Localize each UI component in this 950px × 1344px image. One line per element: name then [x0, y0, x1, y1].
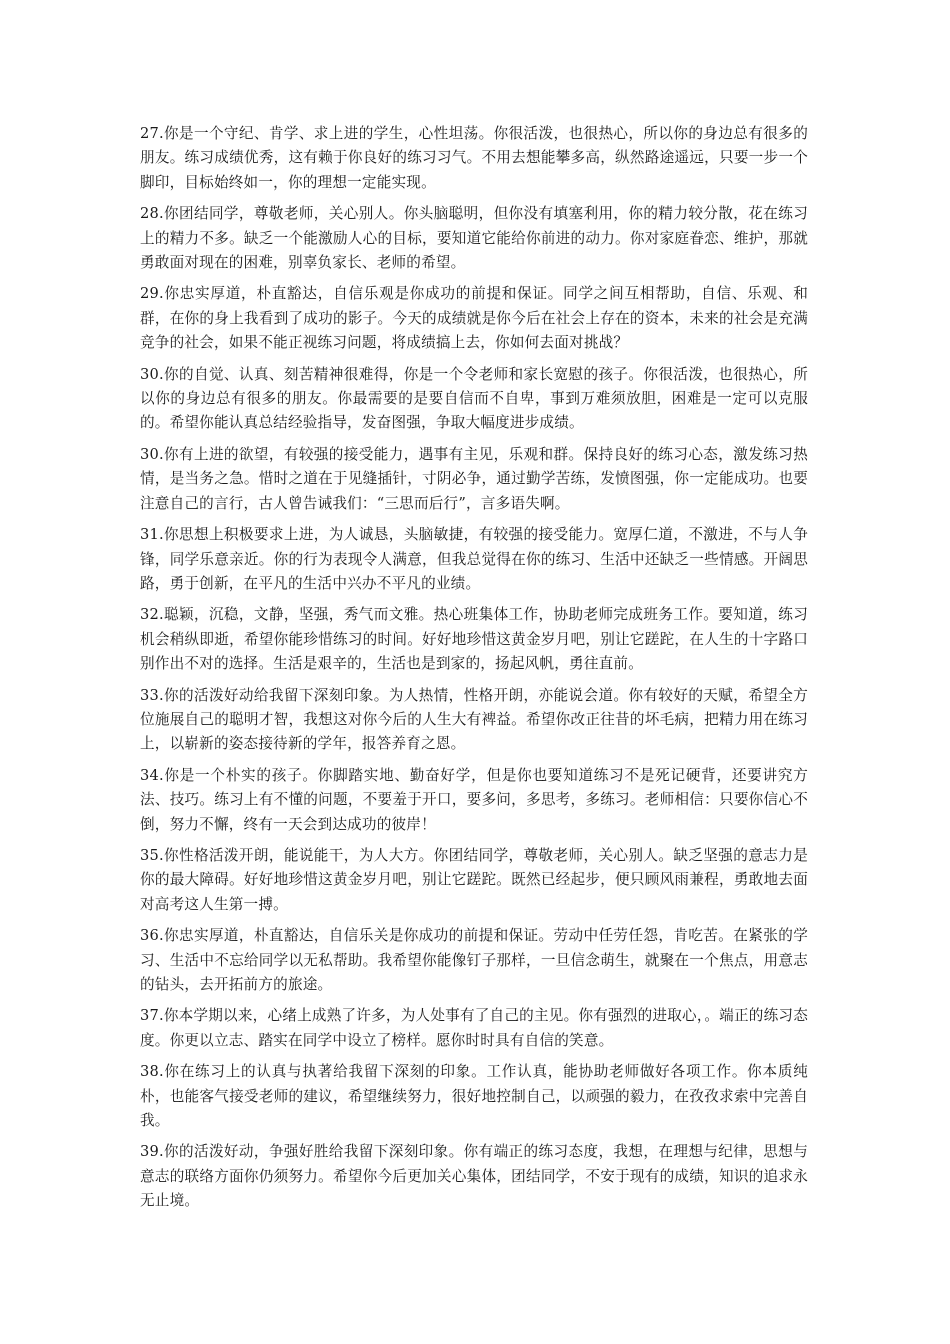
comment-list	[140, 122, 808, 1221]
comment-paragraph-37: 37.你本学期以来，心绪上成熟了许多，为人处事有了自己的主见。你有强烈的进取心，。端正的练习态度。你更以立志、踏实在同学中设立了榜样。愿你时时具有自信的笑意。	[140, 1007, 808, 1049]
comment-paragraph-34: 34.你是一个朴实的孩子。你脚踏实地、勤奋好学，但是你也要知道练习不是死记硬背，还要讲究方法、技巧。练习上有不懂的问题，不要羞于开口，要多问，多思考，多练习。老师相信：只要你信心不倒，努力不懈，终有一天会到达成功的彼岸！	[140, 766, 808, 833]
comment-paragraph-32: 32.聪颖，沉稳，文静，坚强，秀气而文雅。热心班集体工作，协助老师完成班务工作。要知道，练习机会稍纵即逝，希望你能珍惜练习的时间。好好地珍惜这黄金岁月吧，别让它蹉跎，在人生的十字路口别作出不对的选择。生活是艰辛的，生活也是到家的，扬起风帆，勇往直前。	[140, 606, 808, 673]
comment-paragraph-35: 35.你性格活泼开朗，能说能干，为人大方。你团结同学，尊敬老师，关心别人。缺乏坚强的意志力是你的最大障碍。好好地珍惜这黄金岁月吧，别让它蹉跎。既然已经起步，便只顾风雨兼程，勇敢地去面对高考这人生第一搏。	[140, 846, 808, 913]
comment-paragraph-38: 38.你在练习上的认真与执著给我留下深刻的印象。工作认真，能协助老师做好各项工作。你本质纯朴，也能客气接受老师的建议，希望继续努力，很好地控制自己，以顽强的毅力，在孜孜求索中完善自我。	[140, 1063, 808, 1130]
comment-paragraph-33: 33.你的活泼好动给我留下深刻印象。为人热情，性格开朗，亦能说会道。你有较好的天赋，希望全方位施展自己的聪明才智，我想这对你今后的人生大有裨益。希望你改正往昔的坏毛病，把精力用在练习上，以崭新的姿态接待新的学年，报答养育之恩。	[140, 686, 808, 753]
comment-paragraph-30b: 30.你有上进的欲望，有较强的接受能力，遇事有主见，乐观和群。保持良好的练习心态，激发练习热情，是当务之急。惜时之道在于见缝插针，寸阴必争，通过勤学苦练，发愤图强，你一定能成功。也要注意自己的言行，古人曾告诫我们：“三思而后行”，言多语失啊。	[140, 445, 808, 512]
comment-paragraph-30a: 30.你的自觉、认真、刻苦精神很难得，你是一个令老师和家长宽慰的孩子。你很活泼，也很热心，所以你的身边总有很多的朋友。你最需要的是要自信而不自卑，事到万难须放胆，困难是一定可以克服的。希望你能认真总结经验指导，发奋图强，争取大幅度进步成绩。	[140, 365, 808, 432]
comment-paragraph-36: 36.你忠实厚道，朴直豁达，自信乐关是你成功的前提和保证。劳动中任劳任怨，肯吃苦。在紧张的学习、生活中不忘给同学以无私帮助。我希望你能像钉子那样，一旦信念萌生，就聚在一个焦点，用意志的钻头，去开拓前方的旅途。	[140, 927, 808, 993]
comment-paragraph-39: 39.你的活泼好动，争强好胜给我留下深刻印象。你有端正的练习态度，我想，在理想与纪律，思想与意志的联络方面你仍须努力。希望你今后更加关心集体，团结同学，不安于现有的成绩，知识的追求永无止境。	[140, 1143, 808, 1210]
comment-paragraph-31: 31.你思想上积极要求上进，为人诚恳，头脑敏捷，有较强的接受能力。宽厚仁道，不激进，不与人争锋，同学乐意亲近。你的行为表现令人满意，但我总觉得在你的练习、生活中还缺乏一些情感。开阔思路，勇于创新，在平凡的生活中兴办不平凡的业绩。	[140, 526, 808, 592]
comment-paragraph-27: 27.你是一个守纪、肯学、求上进的学生，心性坦荡。你很活泼，也很热心，所以你的身边总有很多的朋友。练习成绩优秀，这有赖于你良好的练习习气。不用去想能攀多高，纵然路途遥远，只要一步一个脚印，目标始终如一，你的理想一定能实现。	[140, 125, 808, 191]
comment-paragraph-28: 28.你团结同学，尊敬老师，关心别人。你头脑聪明，但你没有填塞利用，你的精力较分散，花在练习上的精力不多。缺乏一个能激励人心的目标，要知道它能给你前进的动力。你对家庭眷恋、维护，那就勇敢面对现在的困难，别辜负家长、老师的希望。	[140, 205, 808, 272]
comment-paragraph-29: 29.你忠实厚道，朴直豁达，自信乐观是你成功的前提和保证。同学之间互相帮助，自信、乐观、和群，在你的身上我看到了成功的影子。今天的成绩就是你今后在社会上存在的资本，未来的社会是充满竞争的社会，如果不能正视练习问题，将成绩搞上去，你如何去面对挑战？	[140, 285, 808, 352]
